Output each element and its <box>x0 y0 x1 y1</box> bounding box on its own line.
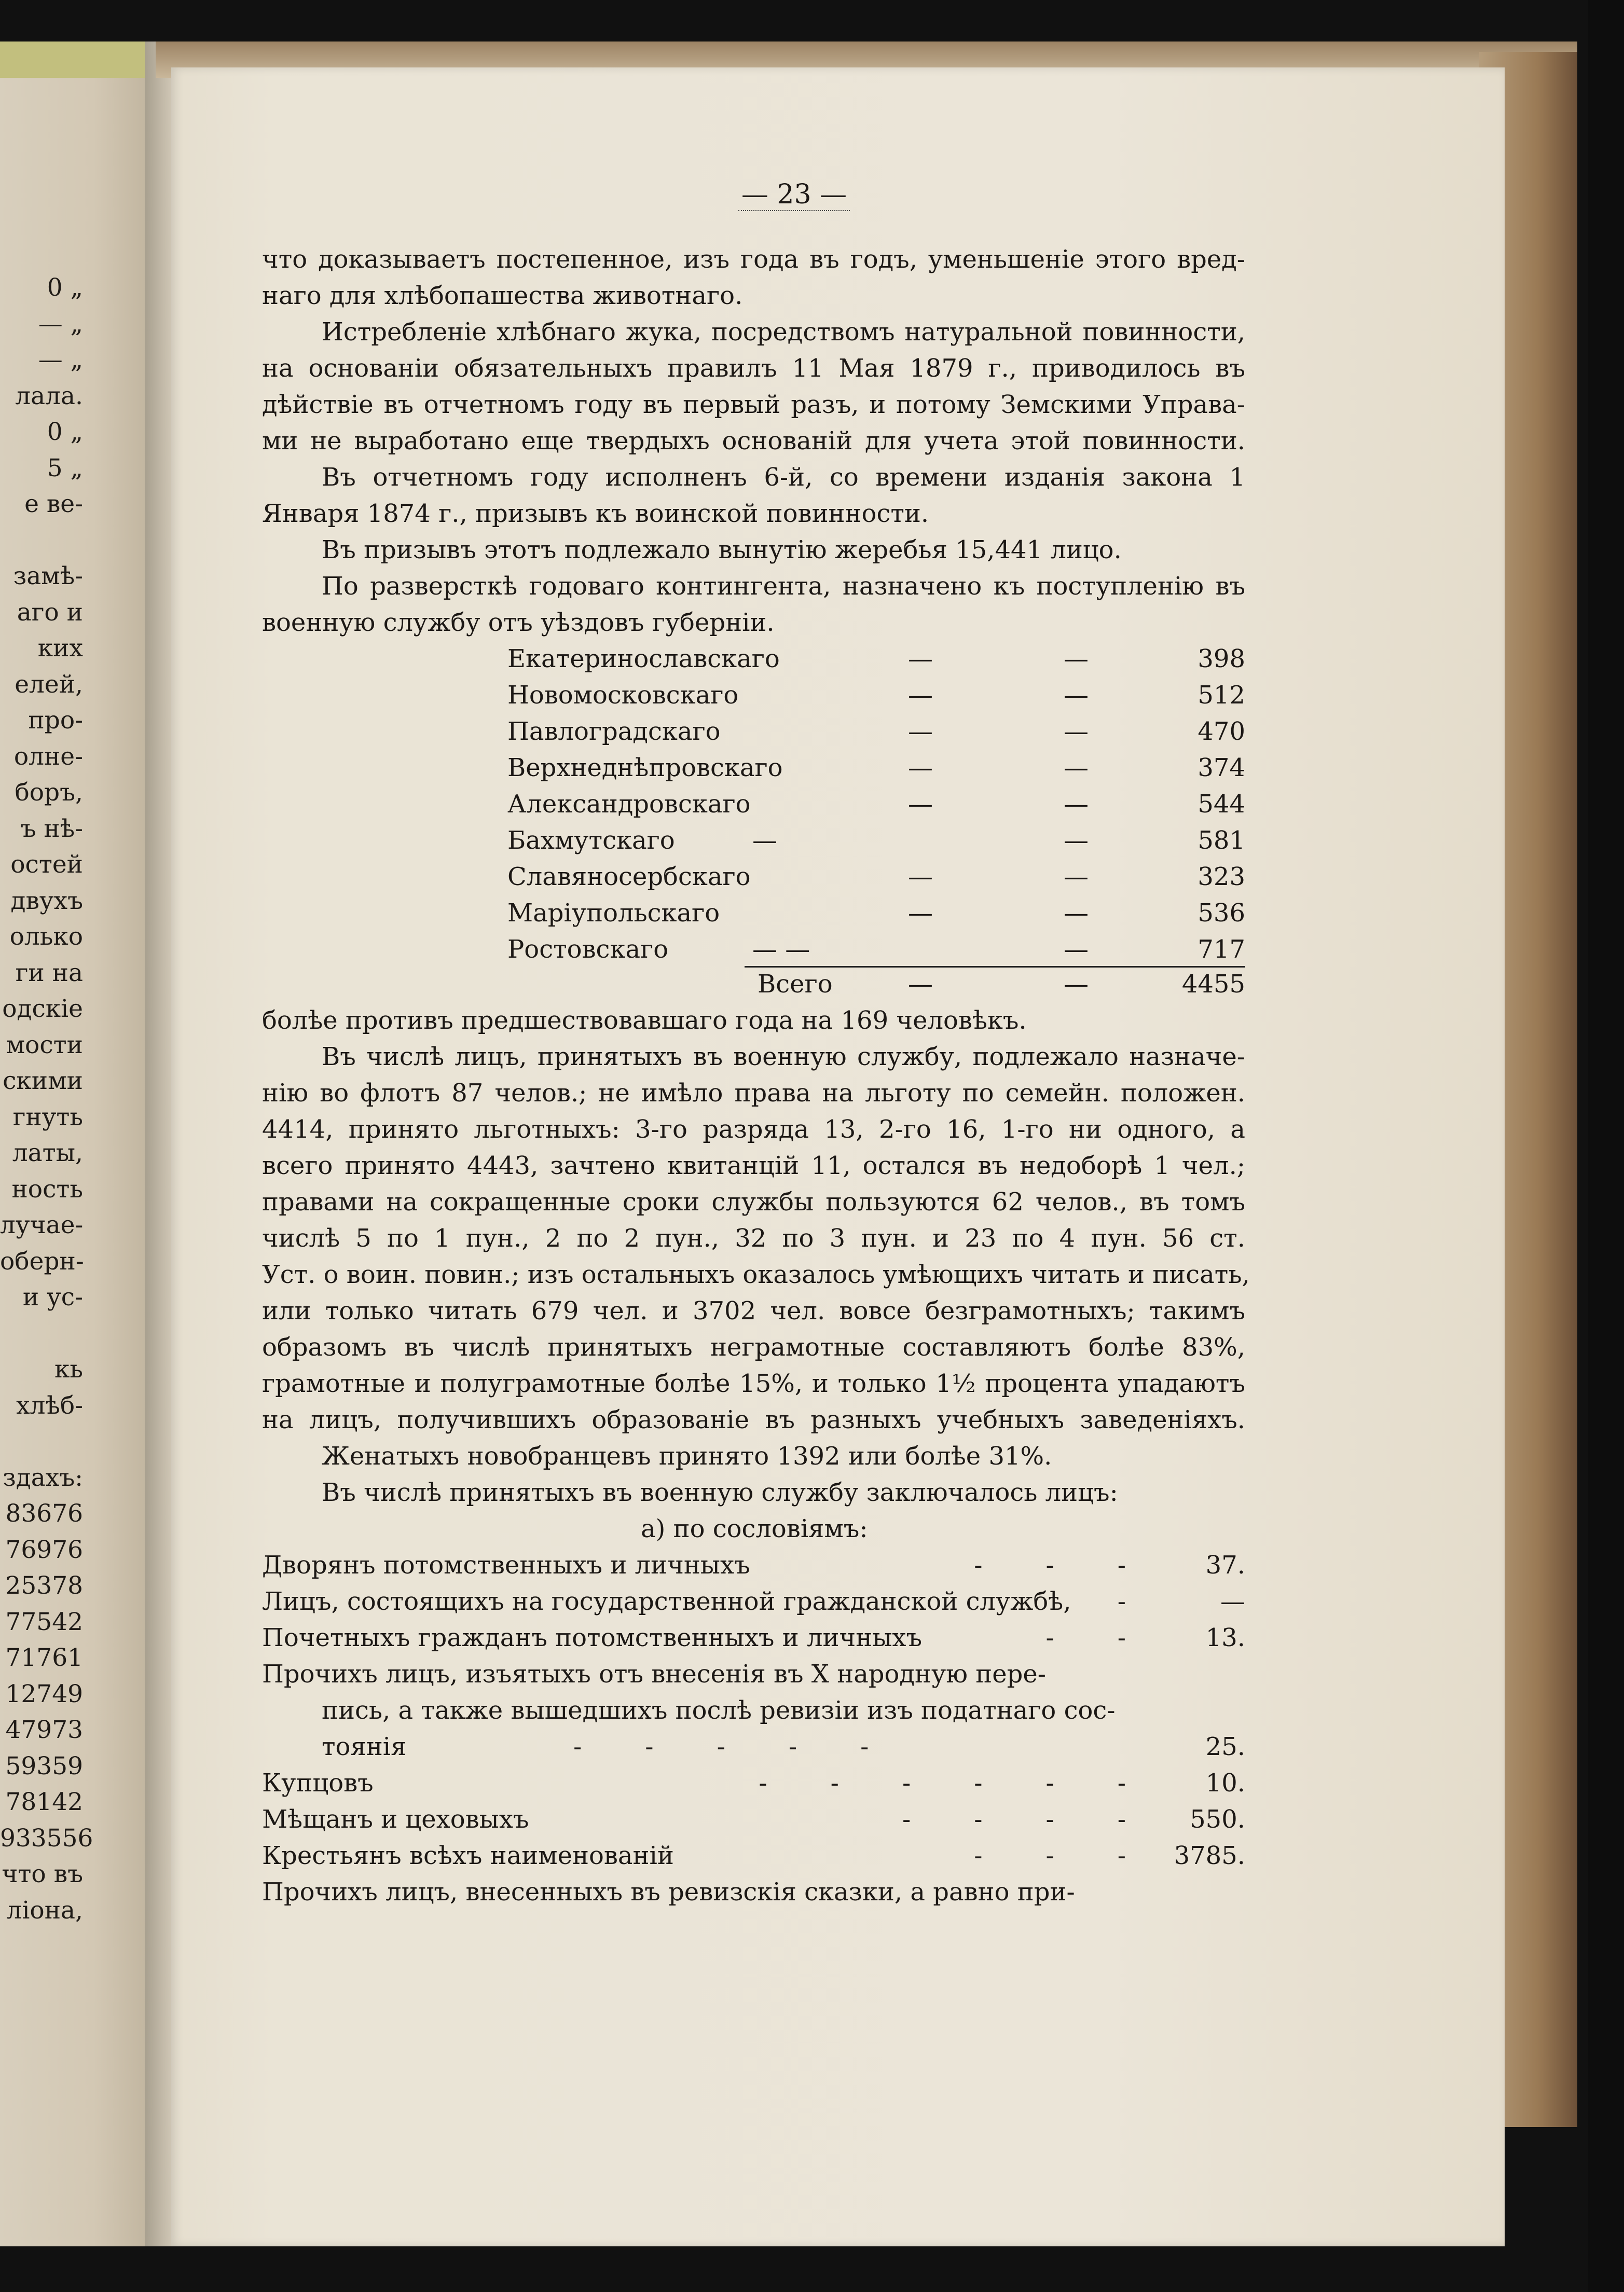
district-dash: — <box>1064 717 1089 746</box>
district-name: Александровскаго <box>507 790 751 819</box>
district-name: Новомосковскаго <box>507 681 739 710</box>
district-dash: — <box>1064 644 1089 673</box>
left-margin-fragment: — „ <box>38 346 83 374</box>
left-margin-fragment: оберн- <box>0 1247 84 1276</box>
left-margin-fragment: ъ нѣ- <box>20 814 83 843</box>
leader-dots: - <box>1117 1587 1126 1616</box>
text-line: Въ числѣ лицъ, принятыхъ въ военную службу, подлежало назначе- <box>322 1042 1245 1071</box>
left-margin-fragment: здахъ: <box>3 1463 83 1492</box>
left-margin-fragment: и ус- <box>22 1283 83 1311</box>
district-row <box>0 750 1245 786</box>
estate-value: 3785. <box>1174 1841 1245 1870</box>
district-dash: — <box>752 826 777 855</box>
district-dash: — <box>1064 790 1089 819</box>
left-margin-fragment: мости <box>6 1030 83 1059</box>
text-line: грамотные и полуграмотные болѣе 15%, и только 1½ процента упадаютъ <box>262 1369 1245 1398</box>
text-line: Прочихъ лицъ, внесенныхъ въ ревизскія сказки, а равно при- <box>262 1877 1075 1907</box>
left-margin-fragment: 5 „ <box>47 453 83 482</box>
left-margin-fragment: про- <box>28 706 83 735</box>
district-value: 374 <box>1198 753 1245 782</box>
left-margin-fragment: 0 „ <box>47 273 83 302</box>
estate-row <box>262 1547 1245 1583</box>
district-value: 398 <box>1198 644 1245 673</box>
text-line: числѣ 5 по 1 пун., 2 по 2 пун., 32 по 3 пун. и 23 по 4 пун. 56 ст. <box>262 1224 1245 1253</box>
left-margin-fragment: 83676 <box>5 1499 83 1528</box>
left-margin-fragment <box>0 522 83 559</box>
district-dash: — <box>908 899 933 928</box>
left-margin-fragment: гнуть <box>12 1102 83 1131</box>
estate-label: Дворянъ потомственныхъ и личныхъ <box>262 1551 750 1580</box>
left-margin-fragment: елей, <box>15 670 83 699</box>
text-line: Января 1874 г., призывъ къ воинской повинности. <box>262 499 929 528</box>
estate-value: 13. <box>1205 1623 1245 1652</box>
district-row <box>0 641 1245 677</box>
estate-row <box>262 1801 1245 1838</box>
estate-row <box>262 1729 1245 1765</box>
district-name: Бахмутскаго <box>507 826 675 855</box>
district-row <box>0 895 1245 931</box>
left-margin-fragment: ких <box>37 634 83 662</box>
left-margin-fragment: хлѣб- <box>16 1391 83 1420</box>
left-margin-fragment: 71761 <box>5 1644 83 1672</box>
text-line: правами на сокращенные сроки службы пользуются 62 челов., въ томъ <box>262 1188 1245 1217</box>
left-margin-fragment: — „ <box>38 309 83 338</box>
district-row <box>0 677 1245 713</box>
estate-label: Мѣщанъ и цеховыхъ <box>262 1805 529 1834</box>
left-margin-fragment: олько <box>9 922 83 951</box>
text-line: ми не выработано еще твердыхъ основаній для учета этой повинности. <box>262 426 1245 455</box>
district-dash: — <box>908 753 933 782</box>
left-margin-fragment: замѣ- <box>13 562 83 590</box>
left-margin-fragment: ги на <box>15 958 83 987</box>
text-line: наго для хлѣбопашества животнаго. <box>262 281 743 310</box>
district-dash: — <box>908 717 933 746</box>
left-margin-fragment: ліона, <box>6 1896 83 1925</box>
text-line: Въ числѣ принятыхъ въ военную службу заключалось лицъ: <box>322 1478 1118 1507</box>
left-margin-fragment: кь <box>54 1355 83 1384</box>
left-margin-fragment: е ве- <box>24 490 83 518</box>
text-line: нію во флотъ 87 челов.; не имѣло права на льготу по семейн. положен. <box>262 1079 1245 1108</box>
text-line: что доказываетъ постепенное, изъ года въ годъ, уменьшеніе этого вред- <box>262 245 1245 274</box>
estate-value: 37. <box>1205 1551 1245 1580</box>
district-name: Екатеринославскаго <box>507 644 780 673</box>
left-page-text <box>0 270 93 1928</box>
district-value: 717 <box>1198 935 1245 964</box>
left-margin-fragment: ность <box>11 1175 83 1204</box>
left-margin-fragment: двухъ <box>10 886 83 915</box>
district-value: 581 <box>1198 826 1245 855</box>
estate-label: Лицъ, состоящихъ на государственной гражданской службѣ, <box>262 1587 1071 1616</box>
text-line: Въ призывъ этотъ подлежало вынутію жеребья 15,441 лицо. <box>322 535 1122 564</box>
estate-value: — <box>1220 1587 1245 1616</box>
text-line: Прочихъ лицъ, изъятыхъ отъ внесенія въ X народную пере- <box>262 1660 1047 1689</box>
district-name: Маріупольскаго <box>507 899 720 928</box>
district-dash: — <box>1064 753 1089 782</box>
text-line: военную службу отъ уѣздовъ губерніи. <box>262 608 775 637</box>
district-name: Верхнеднѣпровскаго <box>507 753 783 782</box>
text-line: болѣе противъ предшествовавшаго года на 169 человѣкъ. <box>262 1006 1027 1035</box>
left-margin-fragment: лала. <box>15 381 83 410</box>
district-dash: — <box>1064 862 1089 891</box>
subheading: а) по сословіямъ: <box>641 1514 868 1543</box>
left-margin-fragment: 12749 <box>5 1679 83 1708</box>
left-margin-fragment <box>0 1316 83 1352</box>
district-row <box>0 931 1245 968</box>
district-total-row <box>0 966 1245 1002</box>
left-margin-fragment: скими <box>3 1067 83 1095</box>
left-margin-fragment: боръ, <box>15 778 83 807</box>
left-margin-fragment: аго и <box>17 598 83 627</box>
leader-dots: - - - - - <box>573 1732 869 1761</box>
left-margin-fragment: что въ <box>2 1860 83 1888</box>
district-value: 512 <box>1198 681 1245 710</box>
estate-label: тоянія <box>322 1732 407 1761</box>
estate-label: Почетныхъ гражданъ потомственныхъ и личныхъ <box>262 1623 922 1652</box>
district-name: Ростовскаго <box>507 935 669 964</box>
district-value: 536 <box>1198 899 1245 928</box>
estate-label: Крестьянъ всѣхъ наименованій <box>262 1841 674 1870</box>
estate-row <box>262 1583 1245 1620</box>
district-value: 544 <box>1198 790 1245 819</box>
district-dash: — <box>908 790 933 819</box>
estate-value: 10. <box>1205 1769 1245 1798</box>
text-line: или только читать 679 чел. и 3702 чел. вовсе безграмотныхъ; такимъ <box>262 1296 1245 1326</box>
estate-row <box>262 1765 1245 1801</box>
left-margin-fragment: лучае- <box>0 1211 84 1239</box>
district-value: 323 <box>1198 862 1245 891</box>
left-page <box>0 42 156 2246</box>
district-dash: — <box>908 862 933 891</box>
leader-dots: - - <box>1045 1623 1126 1652</box>
text-line: Женатыхъ новобранцевъ принято 1392 или болѣе 31%. <box>322 1442 1052 1471</box>
text-line: на основаніи обязательныхъ правилъ 11 Мая 1879 г., приводилось въ <box>262 354 1245 383</box>
estate-row <box>262 1620 1245 1656</box>
left-margin-fragment: остей <box>10 850 83 879</box>
left-margin-fragment: 77542 <box>5 1607 83 1636</box>
text-line: всего принято 4443, зачтено квитанцій 11, остался въ недоборѣ 1 чел.; <box>262 1151 1245 1180</box>
left-page-strip <box>0 42 156 78</box>
district-value: 470 <box>1198 717 1245 746</box>
total-dash: — <box>1064 970 1089 999</box>
text-line: Истребленіе хлѣбнаго жука, посредствомъ натуральной повинности, <box>322 317 1245 347</box>
district-dash: — <box>1064 935 1089 964</box>
estate-value: 25. <box>1205 1732 1245 1761</box>
left-margin-fragment: 0 „ <box>47 418 83 446</box>
leader-dots: - - - <box>974 1551 1126 1580</box>
total-label: Всего <box>758 970 833 999</box>
district-row <box>0 713 1245 750</box>
text-line: пись, а также вышедшихъ послѣ ревизіи изъ податнаго сос- <box>322 1696 1116 1725</box>
text-line: По разверсткѣ годоваго контингента, назначено къ поступленію въ <box>322 572 1245 601</box>
left-margin-fragment: олне- <box>13 742 83 771</box>
text-line: на лицъ, получившихъ образованіе въ разныхъ учебныхъ заведеніяхъ. <box>262 1405 1245 1434</box>
district-row <box>0 786 1245 822</box>
estate-row <box>262 1838 1245 1874</box>
left-margin-fragment: 47973 <box>5 1716 83 1744</box>
left-margin-fragment: 59359 <box>5 1751 83 1780</box>
leader-dots: - - - - - - <box>759 1769 1126 1798</box>
district-row <box>0 822 1245 859</box>
district-name: Павлоградскаго <box>507 717 721 746</box>
total-dash: — <box>908 970 933 999</box>
text-line: дѣйствіе въ отчетномъ году въ первый разъ, и потому Земскими Управа- <box>262 390 1245 419</box>
district-dash: — — <box>752 935 810 964</box>
district-dash: — <box>908 644 933 673</box>
leader-dots: - - - - <box>902 1805 1126 1834</box>
left-margin-fragment: 76976 <box>5 1535 83 1564</box>
total-value: 4455 <box>1181 970 1245 999</box>
text-line: Уст. о воин. повин.; изъ остальныхъ оказалось умѣющихъ читать и писать, <box>262 1260 1250 1289</box>
estate-label: Купцовъ <box>262 1769 374 1798</box>
left-margin-fragment: 78142 <box>5 1788 83 1816</box>
district-dash: — <box>1064 899 1089 928</box>
text-line: образомъ въ числѣ принятыхъ неграмотные составляютъ болѣе 83%, <box>262 1333 1245 1362</box>
text-line: 4414, принято льготныхъ: 3-го разряда 13, 2-го 16, 1-го ни одного, а <box>262 1115 1245 1144</box>
leader-dots: - - - <box>974 1841 1126 1870</box>
left-margin-fragment: 933556 <box>0 1824 93 1853</box>
estate-value: 550. <box>1190 1805 1245 1834</box>
left-margin-fragment: латы, <box>12 1139 83 1167</box>
district-dash: — <box>1064 826 1089 855</box>
left-margin-fragment <box>0 1424 83 1460</box>
left-margin-fragment: 25378 <box>5 1571 83 1600</box>
district-name: Славяносербскаго <box>507 862 751 891</box>
text-line: Въ отчетномъ году исполненъ 6-й, со времени изданія закона 1 <box>322 463 1245 492</box>
left-margin-fragment: одскіе <box>2 995 83 1023</box>
district-dash: — <box>1064 681 1089 710</box>
district-dash: — <box>908 681 933 710</box>
page-number: — 23 — <box>0 179 1588 210</box>
district-row <box>0 859 1245 895</box>
